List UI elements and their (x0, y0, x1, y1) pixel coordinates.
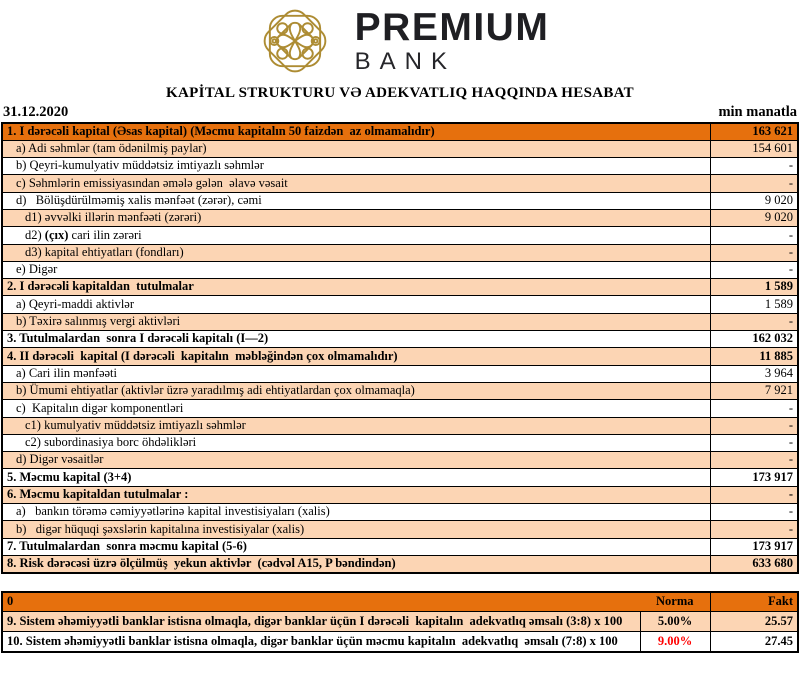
capital-table-row (2, 140, 798, 157)
logo-premium-label: PREMIUM (354, 6, 550, 49)
row-value-cell: - (710, 521, 798, 538)
capital-table-row (2, 313, 798, 330)
celtic-knot-icon (251, 4, 339, 78)
adequacy-header-fakt: Fakt (710, 592, 798, 612)
row-value-cell: 11 885 (710, 348, 798, 365)
row-label-cell (2, 227, 710, 244)
row-value-cell: 162 032 (710, 331, 798, 348)
capital-table-row (2, 434, 798, 451)
row-label-cell: c) Kapitalın digər komponentləri (2, 400, 710, 417)
row-label-segment: cari ilin zərəri (68, 227, 142, 242)
row-value-cell: 163 621 (710, 123, 798, 140)
row-value-cell: - (710, 434, 798, 451)
adequacy-ratio-table (1, 591, 799, 653)
row-label-cell: 5. Məcmu kapital (3+4) (2, 469, 710, 486)
row-value-cell: 173 917 (710, 538, 798, 555)
adequacy-norma-cell: 9.00% (640, 632, 710, 652)
row-value-cell: - (710, 261, 798, 278)
adequacy-table-body (2, 612, 798, 652)
capital-table-row (2, 261, 798, 278)
row-label-cell: b) Ümumi ehtiyatlar (aktivlər üzrə yaradılmış adi ehtiyatlardan çox olmamaqla) (2, 382, 710, 399)
row-label-cell: d) Bölüşdürülməmiş xalis mənfəət (zərər), cəmi (2, 192, 710, 209)
adequacy-table-row (2, 612, 798, 632)
row-value-cell: - (710, 158, 798, 175)
row-label-cell: a) bankın törəmə cəmiyyətlərinə kapital investisiyaları (xalis) (2, 504, 710, 521)
adequacy-header-row (2, 592, 798, 612)
row-label-cell: 7. Tutulmalardan sonra məcmu kapital (5-6) (2, 538, 710, 555)
adequacy-table-row (2, 632, 798, 652)
row-label-cell: 8. Risk dərəcəsi üzrə ölçülmüş yekun aktivlər (cədvəl A15, P bəndindən) (2, 555, 710, 572)
row-value-cell: 1 589 (710, 279, 798, 296)
capital-table-row (2, 279, 798, 296)
bank-logo (0, 0, 800, 80)
capital-table-row (2, 555, 798, 572)
capital-table-row (2, 192, 798, 209)
report-title: KAPİTAL STRUKTURU VƏ ADEKVATLIQ HAQQINDA HESABAT (166, 85, 634, 101)
row-value-cell: - (710, 227, 798, 244)
capital-table-row (2, 400, 798, 417)
row-value-cell: 173 917 (710, 469, 798, 486)
capital-table-row (2, 452, 798, 469)
capital-table-row (2, 296, 798, 313)
adequacy-table-header (2, 592, 798, 612)
capital-table-row (2, 382, 798, 399)
row-value-cell: 7 921 (710, 382, 798, 399)
capital-table-row (2, 417, 798, 434)
row-value-cell: 154 601 (710, 140, 798, 157)
row-label-cell: d3) kapital ehtiyatları (fondları) (2, 244, 710, 261)
row-value-cell: - (710, 452, 798, 469)
row-label-cell: b) digər hüquqi şəxslərin kapitalına investisiyalar (xalis) (2, 521, 710, 538)
row-value-cell: 9 020 (710, 192, 798, 209)
row-label-segment: d2) (25, 227, 45, 242)
row-value-cell: - (710, 175, 798, 192)
bank-logo-text (355, 8, 550, 74)
row-value-cell: - (710, 244, 798, 261)
row-label-cell: d) Digər vəsaitlər (2, 452, 710, 469)
row-value-cell: - (710, 504, 798, 521)
report-date: 31.12.2020 (3, 104, 69, 120)
capital-table-row (2, 227, 798, 244)
row-label-cell: c2) subordinasiya borc öhdəlikləri (2, 434, 710, 451)
logo-bank-label: BANK (354, 48, 457, 75)
row-label-cell: 1. I dərəcəli kapital (Əsas kapital) (Məcmu kapitalın 50 faizdən az olmamalıdır) (2, 123, 710, 140)
row-label-cell: c1) kumulyativ müddətsiz imtiyazlı səhmlər (2, 417, 710, 434)
capital-structure-table-body (2, 123, 798, 573)
row-value-cell: 633 680 (710, 555, 798, 572)
capital-structure-table (1, 122, 799, 574)
row-value-cell: - (710, 400, 798, 417)
row-label-cell: c) Səhmlərin emissiyasından əmələ gələn əlavə vəsait (2, 175, 710, 192)
capital-table-row (2, 521, 798, 538)
row-value-cell: - (710, 417, 798, 434)
unit-label: min manatla (718, 104, 797, 120)
capital-table-row (2, 469, 798, 486)
row-label-cell: e) Digər (2, 261, 710, 278)
row-value-cell: - (710, 486, 798, 503)
row-label-segment: (çıx) (44, 227, 69, 242)
adequacy-fakt-cell: 25.57 (710, 612, 798, 632)
report-meta-row (0, 104, 800, 121)
capital-table-row (2, 504, 798, 521)
capital-table-row (2, 209, 798, 226)
row-label-cell: b) Təxirə salınmış vergi aktivləri (2, 313, 710, 330)
capital-table-row (2, 244, 798, 261)
capital-table-row (2, 175, 798, 192)
row-label-cell: b) Qeyri-kumulyativ müddətsiz imtiyazlı səhmlər (2, 158, 710, 175)
row-label-cell: a) Qeyri-maddi aktivlər (2, 296, 710, 313)
row-label-cell: 6. Məcmu kapitaldan tutulmalar : (2, 486, 710, 503)
capital-table-row (2, 348, 798, 365)
row-label-cell: d1) əvvəlki illərin mənfəəti (zərəri) (2, 209, 710, 226)
row-label-cell: 3. Tutulmalardan sonra I dərəcəli kapitalı (I—2) (2, 331, 710, 348)
capital-table-row (2, 365, 798, 382)
capital-table-row (2, 486, 798, 503)
capital-table-row (2, 538, 798, 555)
row-label-cell: a) Cari ilin mənfəəti (2, 365, 710, 382)
row-value-cell: 1 589 (710, 296, 798, 313)
row-label-cell: 2. I dərəcəli kapitaldan tutulmalar (2, 279, 710, 296)
adequacy-header-zero: 0 (2, 592, 640, 612)
row-label-cell: a) Adi səhmlər (tam ödənilmiş paylar) (2, 140, 710, 157)
adequacy-label-cell: 9. Sistem əhəmiyyətli banklar istisna olmaqla, digər banklar üçün I dərəcəli kapitalın adekvatlıq əmsalı (3:8) x 100 (2, 612, 640, 632)
row-label-cell: 4. II dərəcəli kapital (I dərəcəli kapitalın məbləğindən çox olmamalıdır) (2, 348, 710, 365)
adequacy-label-cell: 10. Sistem əhəmiyyətli banklar istisna olmaqla, digər banklar üçün məcmu kapitalın adekvatlıq əmsalı (7:8) x 100 (2, 632, 640, 652)
capital-table-row (2, 123, 798, 140)
row-value-cell: - (710, 313, 798, 330)
row-value-cell: 9 020 (710, 209, 798, 226)
adequacy-norma-cell: 5.00% (640, 612, 710, 632)
row-value-cell: 3 964 (710, 365, 798, 382)
adequacy-header-norma: Norma (640, 592, 710, 612)
capital-table-row (2, 158, 798, 175)
capital-table-row (2, 331, 798, 348)
adequacy-fakt-cell: 27.45 (710, 632, 798, 652)
